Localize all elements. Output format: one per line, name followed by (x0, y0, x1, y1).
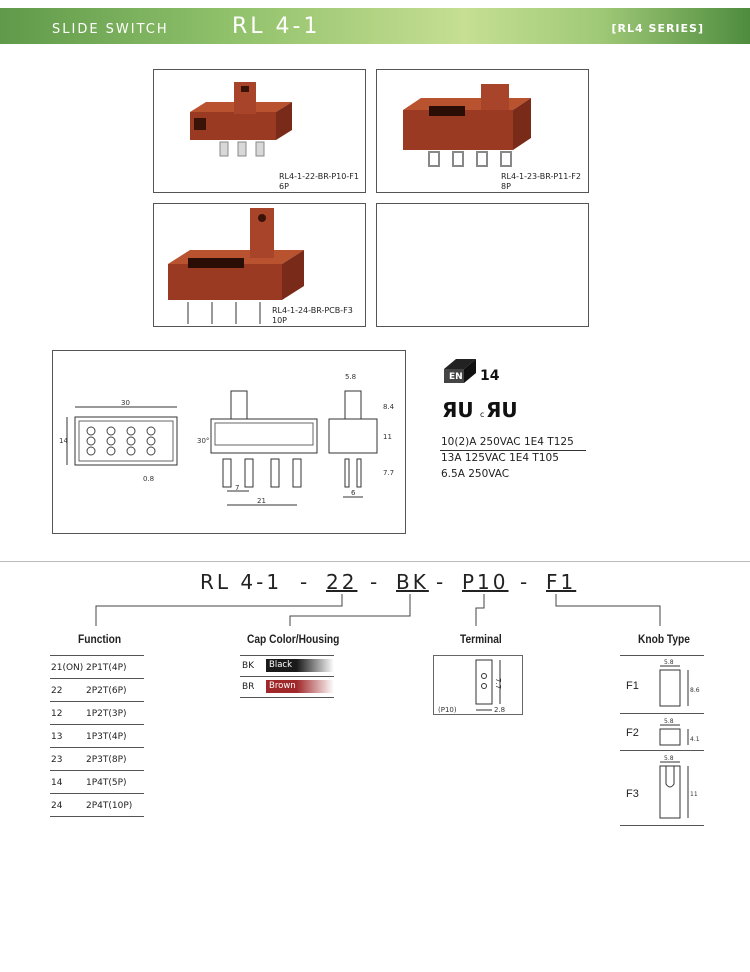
dim-58-text: 5.8 (345, 373, 357, 381)
knob-w: 5.8 (664, 659, 674, 666)
dim-11-text: 11 (383, 433, 392, 441)
knob-f2-illustration (652, 717, 702, 749)
knob-h: 11 (690, 791, 698, 798)
knob-row-f2 (620, 715, 704, 751)
section-divider (0, 561, 750, 562)
enec-ul-marks (440, 355, 600, 425)
product-caption-3 (272, 306, 353, 326)
knob-code: F3 (626, 788, 639, 800)
dim-08-text: 0.8 (143, 475, 155, 483)
dimension-drawing (53, 351, 405, 533)
function-desc: 2P4T(10P) (86, 801, 133, 811)
dim-77-text: 7.7 (383, 469, 395, 477)
table-row (50, 794, 144, 817)
function-desc: 2P2T(6P) (86, 686, 127, 696)
ul-mark-icon: ЯU (442, 398, 474, 422)
function-code: 22 (51, 686, 63, 696)
product-caption-1 (279, 172, 359, 192)
rating-1: 10(2)A 250VAC 1E4 T125 (441, 436, 574, 448)
table-row (240, 677, 334, 698)
knob-w: 5.8 (664, 718, 674, 725)
knob-type-title: Knob Type (638, 632, 690, 646)
dim-21-text: 21 (257, 497, 266, 505)
cap-code: BR (242, 682, 255, 692)
product-name: RL4-1-23-BR-P11-F2 (501, 172, 581, 181)
function-code: 21(ON) (51, 663, 84, 673)
product-photo-3 (153, 203, 366, 327)
function-desc: 2P1T(4P) (86, 663, 127, 673)
table-row (50, 748, 144, 771)
code-dash: - (300, 570, 311, 594)
certifications (440, 355, 610, 429)
table-row (50, 656, 144, 679)
function-title: Function (78, 632, 122, 646)
code-color: BK (396, 570, 429, 594)
code-knob: F1 (546, 570, 577, 594)
knob-f3-illustration (652, 754, 702, 824)
table-row (240, 656, 334, 677)
empty-photo-box (376, 203, 589, 327)
function-desc: 1P3T(4P) (86, 732, 127, 742)
terminal-drawing (433, 655, 523, 715)
header-model: RL 4-1 (232, 14, 321, 39)
function-code: 13 (51, 732, 63, 742)
rating-2: 13A 125VAC 1E4 T105 (441, 452, 559, 464)
dim-7-text: 7 (235, 484, 240, 492)
product-pins: 6P (279, 182, 289, 191)
product-pins: 10P (272, 316, 288, 325)
function-desc: 1P4T(5P) (86, 778, 127, 788)
function-code: 24 (51, 801, 63, 811)
terminal-p10-illustration (434, 656, 522, 714)
header-banner (0, 8, 750, 44)
table-row (50, 702, 144, 725)
knob-w: 5.8 (664, 755, 674, 762)
code-prefix: RL 4-1 (200, 570, 283, 594)
terminal-title: Terminal (460, 632, 502, 646)
technical-drawing (52, 350, 406, 534)
black-swatch: Black (266, 659, 334, 672)
table-row (50, 679, 144, 702)
function-code: 23 (51, 755, 63, 765)
code-terminal: P10 (462, 570, 509, 594)
function-desc: 1P2T(3P) (86, 709, 127, 719)
knob-code: F1 (626, 680, 639, 692)
knob-code: F2 (626, 727, 639, 739)
code-function: 22 (326, 570, 358, 594)
code-dash: - (520, 570, 531, 594)
function-code: 14 (51, 778, 63, 788)
svg-text:EN: EN (449, 372, 463, 382)
rating-3: 6.5A 250VAC (441, 468, 510, 480)
knob-h: 4.1 (690, 736, 700, 743)
terminal-dim-w: 2.8 (494, 706, 506, 714)
enec-number: 14 (480, 368, 500, 384)
header-series: [RL4 SERIES] (611, 22, 704, 35)
knob-h: 8.6 (690, 687, 700, 694)
dim-14-text: 14 (59, 437, 68, 445)
product-name: RL4-1-24-BR-PCB-F3 (272, 306, 353, 315)
terminal-dim-h: 7.7 (494, 678, 502, 690)
dim-30-text: 30 (121, 399, 130, 407)
function-desc: 2P3T(8P) (86, 755, 127, 765)
svg-text:c: c (480, 410, 485, 419)
product-photo-2 (376, 69, 589, 193)
product-name: RL4-1-22-BR-P10-F1 (279, 172, 359, 181)
table-row (50, 771, 144, 794)
product-pins: 8P (501, 182, 511, 191)
dim-6-text: 6 (351, 489, 356, 497)
code-dash: - (436, 570, 447, 594)
knob-row-f3 (620, 752, 704, 826)
code-dash: - (370, 570, 381, 594)
function-code: 12 (51, 709, 63, 719)
cap-color-title: Cap Color/Housing (247, 632, 340, 646)
leader-lines (0, 590, 750, 630)
brown-swatch: Brown (266, 680, 334, 693)
dim-84-text: 8.4 (383, 403, 395, 411)
terminal-label: (P10) (438, 706, 457, 714)
cul-mark-icon: ЯU (486, 398, 518, 422)
product-caption-2 (501, 172, 581, 192)
product-photo-1 (153, 69, 366, 193)
rating-divider (440, 450, 586, 451)
cap-code: BK (242, 661, 255, 671)
table-row (50, 725, 144, 748)
knob-f1-illustration (652, 658, 702, 712)
knob-row-f1 (620, 656, 704, 714)
header-left-title: SLIDE SWITCH (52, 22, 169, 37)
dim-30deg-text: 30° (197, 437, 210, 445)
